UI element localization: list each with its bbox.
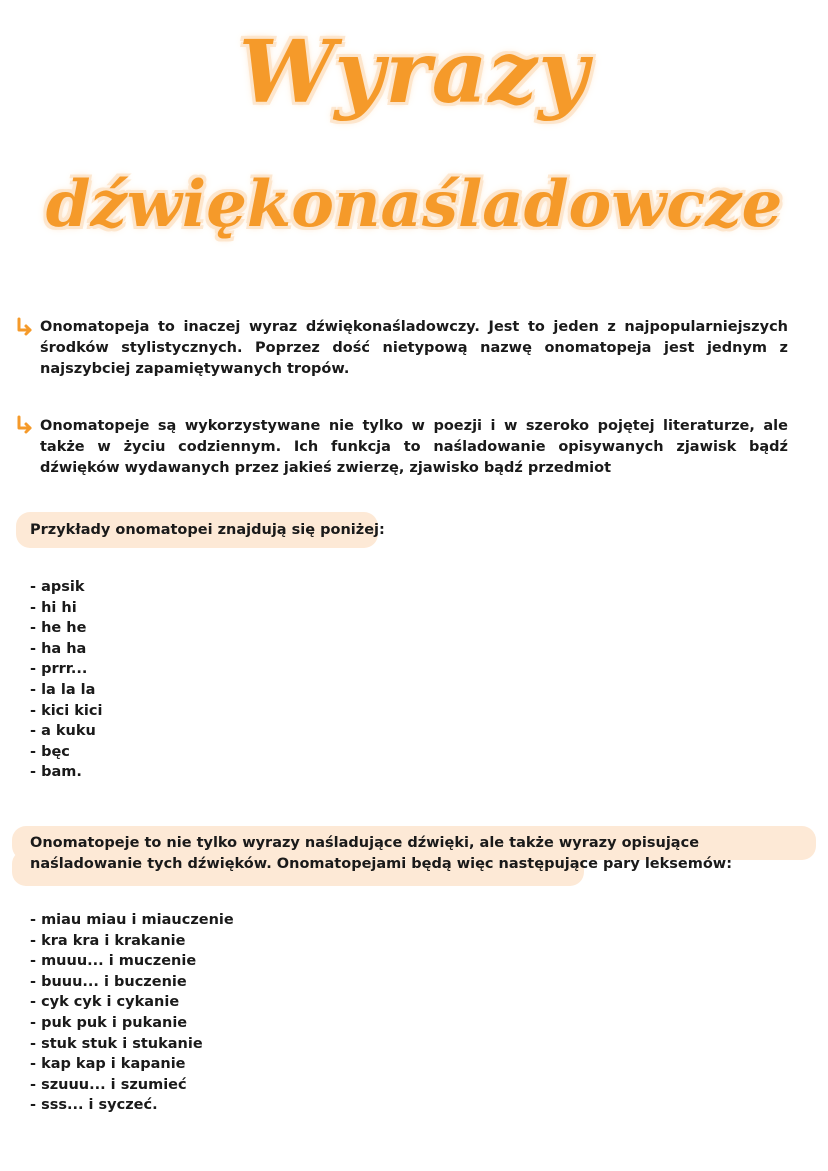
list-item: - ha ha bbox=[30, 640, 87, 657]
list-item: - muuu... i muczenie bbox=[30, 953, 197, 970]
list-item: - buuu... i buczenie bbox=[30, 973, 187, 990]
list-item: - bęc bbox=[30, 743, 70, 760]
list-item: - kici kici bbox=[30, 702, 103, 719]
list-item: - prrr... bbox=[30, 661, 88, 678]
examples-list bbox=[30, 577, 102, 783]
list-item: - szuuu... i szumieć bbox=[30, 1076, 187, 1093]
list-item: - puk puk i pukanie bbox=[30, 1014, 188, 1031]
page-title-line-1: Wyrazy bbox=[238, 22, 590, 123]
list-item: - bam. bbox=[30, 764, 82, 781]
page-title-line-2: dźwiękonaśladowcze bbox=[45, 167, 783, 242]
list-item: - a kuku bbox=[30, 723, 96, 740]
list-item: - miau miau i miauczenie bbox=[30, 912, 234, 928]
pairs-list bbox=[30, 910, 234, 1116]
list-item: - sss... i syczeć. bbox=[30, 1097, 158, 1114]
list-item: - hi hi bbox=[30, 599, 77, 616]
list-item: - stuk stuk i stukanie bbox=[30, 1035, 203, 1052]
list-item: - kra kra i krakanie bbox=[30, 932, 186, 949]
arrow-bullet-icon bbox=[14, 316, 36, 338]
paragraph-2: Onomatopeje są wykorzystywane nie tylko w poezji i w szeroko pojętej literaturze, ale także w życiu codziennym. Ich funkcja to naśladowanie opisywanych zjawisk bądź dźwięków wydawanych przez jakieś zwierzę, zjawisko bądź przedmiot bbox=[40, 418, 788, 476]
list-item: - cyk cyk i cykanie bbox=[30, 994, 180, 1011]
list-item: - kap kap i kapanie bbox=[30, 1056, 186, 1073]
pairs-heading: Onomatopeje to nie tylko wyrazy naśladujące dźwięki, ale także wyrazy opisujące naśladowanie tych dźwięków. Onomatopejami będą więc następujące pary leksemów: bbox=[30, 835, 732, 872]
paragraph-1: Onomatopeja to inaczej wyraz dźwiękonaśladowczy. Jest to jeden z najpopularniejszych środków stylistycznych. Poprzez dość nietypową nazwę onomatopeja jest jednym z najszybciej zapamiętywanych tropów. bbox=[40, 319, 788, 377]
list-item: - apsik bbox=[30, 579, 85, 595]
list-item: - la la la bbox=[30, 681, 96, 698]
examples-heading: Przykłady onomatopei znajdują się poniżej: bbox=[30, 522, 385, 538]
list-item: - he he bbox=[30, 620, 87, 637]
arrow-bullet-icon bbox=[14, 414, 36, 436]
